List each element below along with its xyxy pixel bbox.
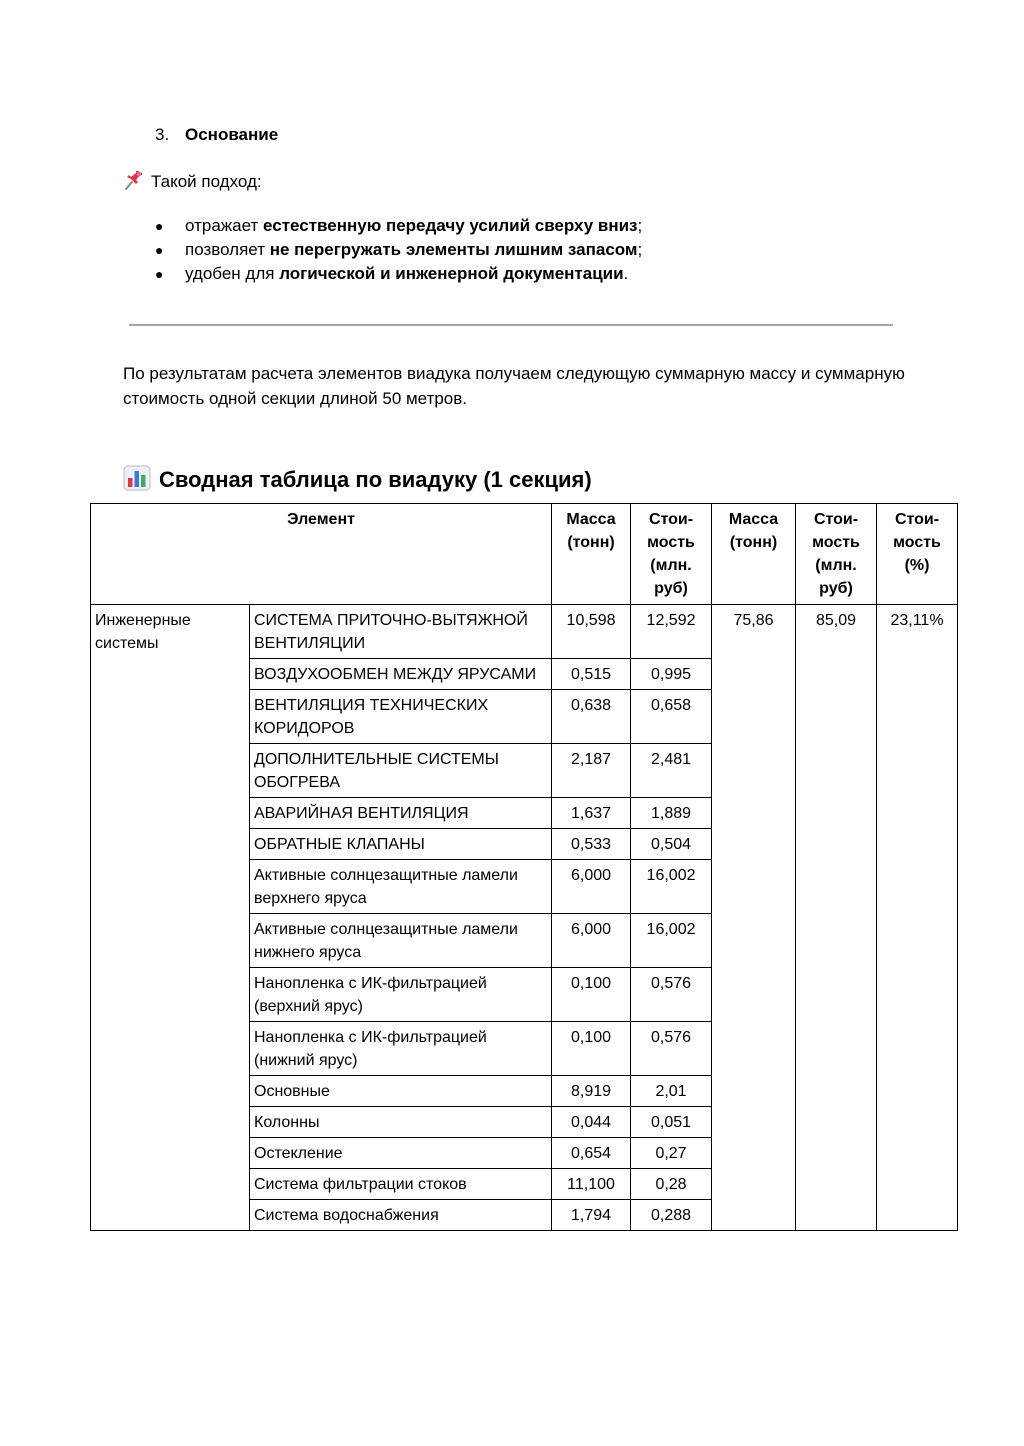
- mass-cell: 10,598: [552, 605, 631, 659]
- bullet-text: удобен для: [185, 264, 280, 283]
- bullet-dot: ●: [155, 218, 164, 234]
- numbered-list-item: [155, 124, 278, 146]
- header-mass-total: Масса (тонн): [712, 504, 796, 605]
- element-name-cell: Основные: [250, 1076, 552, 1107]
- bar-chart-icon: [123, 465, 151, 491]
- table-title: Сводная таблица по виадуку (1 секция): [159, 467, 592, 492]
- cost-cell: 0,576: [631, 968, 712, 1022]
- cost-cell: 1,889: [631, 798, 712, 829]
- list-number: 3.: [155, 125, 170, 144]
- summary-table: [90, 503, 958, 1231]
- horizontal-divider: [129, 324, 893, 326]
- list-item-text: Основание: [185, 125, 279, 144]
- mass-cell: 6,000: [552, 914, 631, 968]
- pushpin-icon: [123, 170, 145, 190]
- cost-cell: 0,995: [631, 659, 712, 690]
- results-paragraph: По результатам расчета элементов виадука получаем следующую суммарную массу и суммарную стоимость одной секции длиной 50 метров.: [123, 364, 905, 408]
- bullet-dot: ●: [155, 242, 164, 258]
- element-name-cell: ОБРАТНЫЕ КЛАПАНЫ: [250, 829, 552, 860]
- mass-cell: 0,654: [552, 1138, 631, 1169]
- element-name-cell: Система фильтрации стоков: [250, 1169, 552, 1200]
- bullet-punct: .: [623, 264, 629, 283]
- header-cost: Стои- мость (млн. руб): [631, 504, 712, 605]
- bullet-bold-text: не перегружать элементы лишним запасом: [269, 240, 638, 259]
- element-name-cell: Колонны: [250, 1107, 552, 1138]
- approach-label: Такой подход:: [151, 172, 262, 191]
- mass-cell: 8,919: [552, 1076, 631, 1107]
- element-name-cell: ВЕНТИЛЯЦИЯ ТЕХНИЧЕСКИХ КОРИДОРОВ: [250, 690, 552, 744]
- bullet-text: отражает: [185, 216, 264, 235]
- element-name-cell: Нанопленка с ИК-фильтрацией (верхний ярус): [250, 968, 552, 1022]
- element-name-cell: Нанопленка с ИК-фильтрацией (нижний ярус): [250, 1022, 552, 1076]
- cost-cell: 0,576: [631, 1022, 712, 1076]
- cost-cell: 0,051: [631, 1107, 712, 1138]
- mass-cell: 0,533: [552, 829, 631, 860]
- bullet-bold-text: естественную передачу усилий сверху вниз: [263, 216, 638, 235]
- header-cost-total: Стои- мость (млн. руб): [796, 504, 877, 605]
- header-element: Элемент: [91, 504, 552, 605]
- mass-cell: 0,638: [552, 690, 631, 744]
- cost-cell: 16,002: [631, 860, 712, 914]
- mass-cell: 6,000: [552, 860, 631, 914]
- mass-cell: 1,637: [552, 798, 631, 829]
- bullet-item: [155, 238, 642, 262]
- table-header-row: [91, 504, 958, 605]
- group-cost-percent-cell: 23,11%: [877, 605, 958, 1231]
- bullet-item: [155, 214, 642, 238]
- element-name-cell: СИСТЕМА ПРИТОЧНО-ВЫТЯЖНОЙ ВЕНТИЛЯЦИИ: [250, 605, 552, 659]
- element-name-cell: Система водоснабжения: [250, 1200, 552, 1231]
- cost-cell: 2,01: [631, 1076, 712, 1107]
- mass-cell: 2,187: [552, 744, 631, 798]
- cost-cell: 12,592: [631, 605, 712, 659]
- cost-cell: 2,481: [631, 744, 712, 798]
- cost-cell: 0,27: [631, 1138, 712, 1169]
- bullet-dot: ●: [155, 266, 164, 282]
- bullet-item: [155, 262, 642, 286]
- table-heading: [123, 465, 592, 495]
- cost-cell: 0,288: [631, 1200, 712, 1231]
- group-name-cell: Инженерные системы: [91, 605, 250, 1231]
- mass-cell: 0,515: [552, 659, 631, 690]
- element-name-cell: Активные солнцезащитные ламели нижнего яруса: [250, 914, 552, 968]
- bullet-text: позволяет: [185, 240, 270, 259]
- mass-cell: 11,100: [552, 1169, 631, 1200]
- cost-cell: 0,28: [631, 1169, 712, 1200]
- header-cost-percent: Стои- мость (%): [877, 504, 958, 605]
- group-cost-total-cell: 85,09: [796, 605, 877, 1231]
- cost-cell: 16,002: [631, 914, 712, 968]
- mass-cell: 0,044: [552, 1107, 631, 1138]
- bullet-bold-text: логической и инженерной документации: [279, 264, 624, 283]
- header-mass: Масса (тонн): [552, 504, 631, 605]
- mass-cell: 0,100: [552, 1022, 631, 1076]
- bullet-punct: ;: [637, 216, 643, 235]
- element-name-cell: ДОПОЛНИТЕЛЬНЫЕ СИСТЕМЫ ОБОГРЕВА: [250, 744, 552, 798]
- table-row: [91, 605, 958, 659]
- cost-cell: 0,658: [631, 690, 712, 744]
- bullet-punct: ;: [637, 240, 643, 259]
- element-name-cell: АВАРИЙНАЯ ВЕНТИЛЯЦИЯ: [250, 798, 552, 829]
- element-name-cell: Остекление: [250, 1138, 552, 1169]
- element-name-cell: ВОЗДУХООБМЕН МЕЖДУ ЯРУСАМИ: [250, 659, 552, 690]
- element-name-cell: Активные солнцезащитные ламели верхнего яруса: [250, 860, 552, 914]
- mass-cell: 1,794: [552, 1200, 631, 1231]
- bullet-list: [155, 214, 642, 286]
- mass-cell: 0,100: [552, 968, 631, 1022]
- group-mass-total-cell: 75,86: [712, 605, 796, 1231]
- cost-cell: 0,504: [631, 829, 712, 860]
- approach-label-line: [123, 170, 262, 193]
